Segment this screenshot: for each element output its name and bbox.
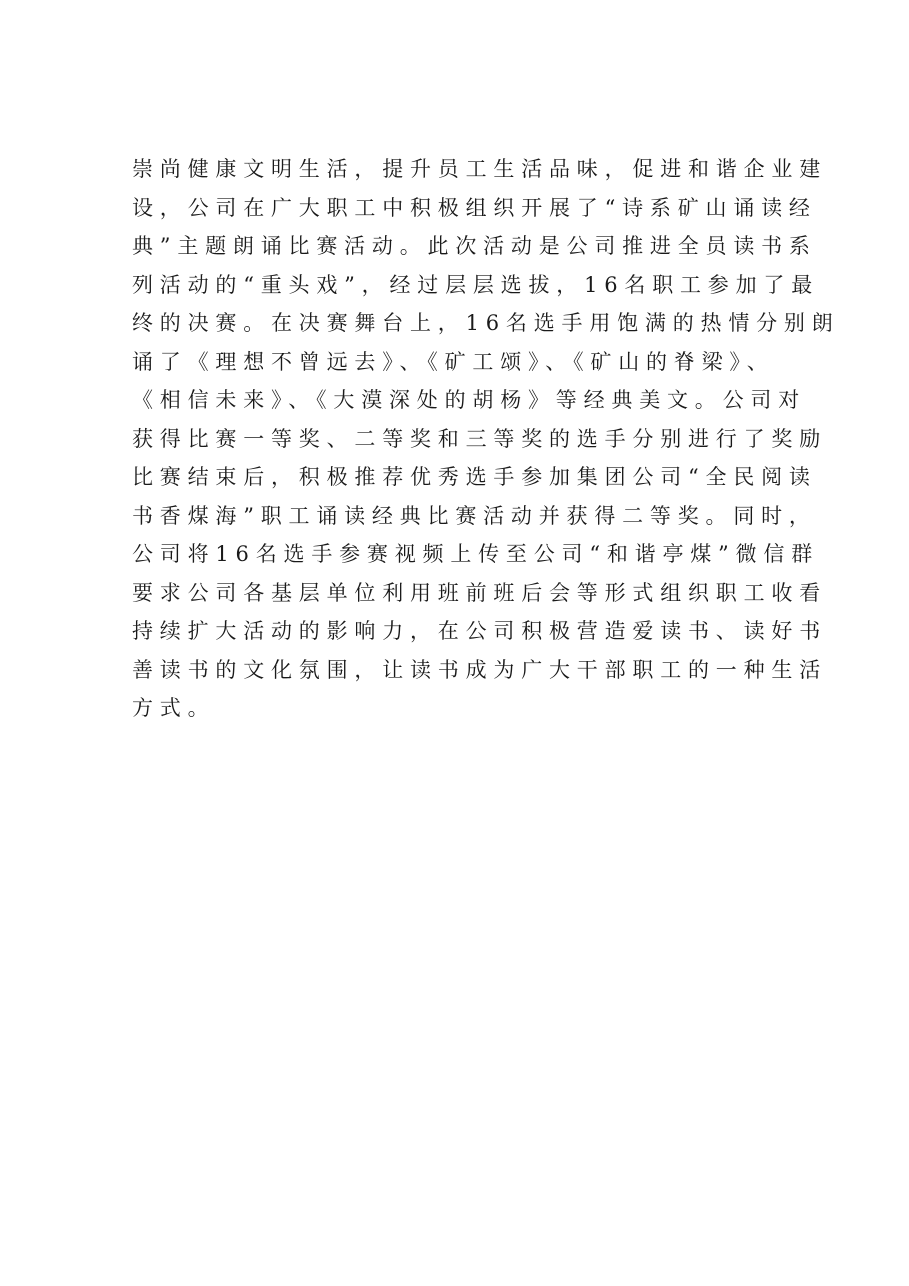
text-line: 列活动的“重头戏”，经过层层选拔，16名职工参加了最 — [132, 272, 819, 297]
text-line: 设，公司在广大职工中积极组织开展了“诗系矿山诵读经 — [132, 195, 817, 220]
text-line: 比赛结束后，积极推荐优秀选手参加集团公司“全民阅读 — [132, 465, 817, 489]
body-paragraph — [132, 150, 840, 728]
text-line: 善读书的文化氛围，让读书成为广大干部职工的一种生活 — [132, 657, 827, 682]
text-line: 公司将16名选手参赛视频上传至公司“和谐亭煤”微信群 — [132, 542, 819, 566]
text-line: 典”主题朗诵比赛活动。此次活动是公司推进全员读书系 — [132, 234, 817, 258]
text-line: 崇尚健康文明生活，提升员工生活品味，促进和谐企业建 — [132, 157, 827, 181]
text-line: 《相信未来》、《大漠深处的胡杨》等经典美文。公司对 — [132, 388, 806, 412]
text-line: 获得比赛一等奖、二等奖和三等奖的选手分别进行了奖励 — [132, 426, 827, 451]
text-line: 方式。 — [132, 696, 216, 720]
text-line: 书香煤海”职工诵读经典比赛活动并获得二等奖。同时， — [132, 503, 817, 528]
text-line: 诵了《理想不曾远去》、《矿工颂》、《矿山的脊梁》、 — [132, 349, 775, 374]
text-line: 持续扩大活动的影响力，在公司积极营造爱读书、读好书 — [132, 619, 827, 643]
text-line: 终的决赛。在决赛舞台上，16名选手用饱满的热情分别朗 — [132, 311, 840, 335]
text-line: 要求公司各基层单位利用班前班后会等形式组织职工收看 — [132, 580, 827, 605]
